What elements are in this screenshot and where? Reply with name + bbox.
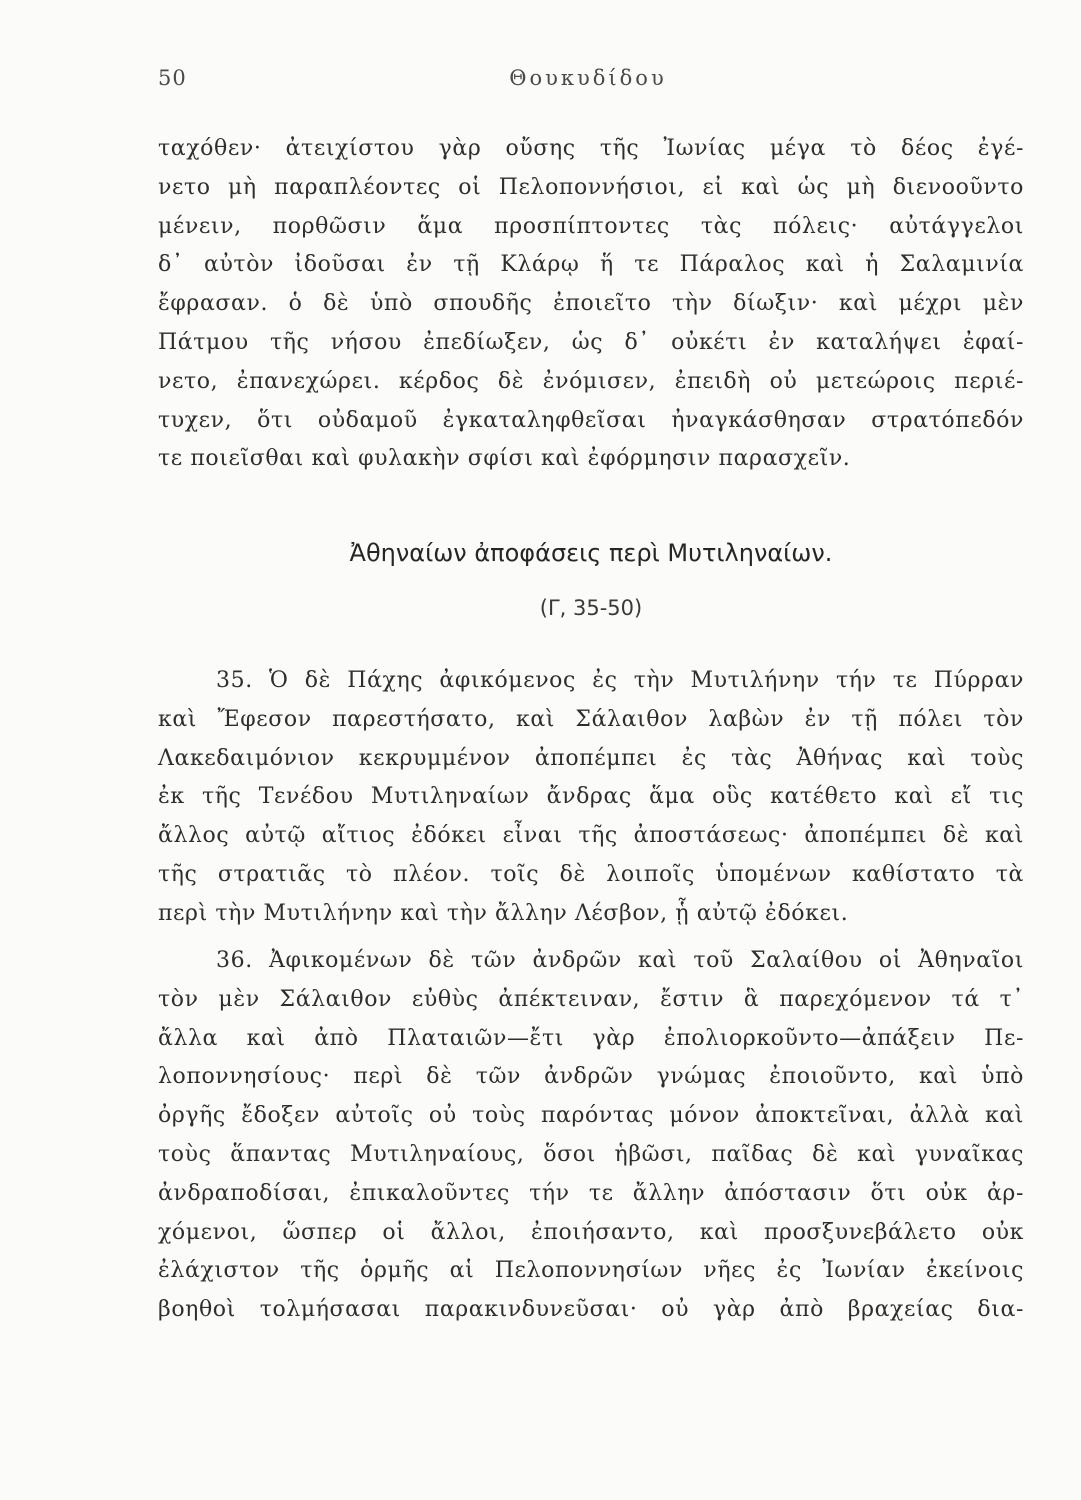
text-line: καὶ Ἔφεσον παρεστήσατο, καὶ Σάλαιθον λαβὼν ἐν τῇ πόλει τὸν [158, 706, 1024, 732]
text-line: βοηθοὶ τολμήσασαι παρακινδυνεῦσαι· οὐ γὰρ ἀπὸ βραχείας δια- [158, 1297, 1024, 1323]
passage-continuation [158, 130, 1024, 479]
text-line: τῆς στρατιᾶς τὸ πλέον. τοῖς δὲ λοιποῖς ὑπομένων καθίστατο τὰ [158, 861, 1024, 887]
running-title: Θουκυδίδου [509, 66, 667, 90]
text-line: ἐλάχιστον τῆς ὁρμῆς αἱ Πελοποννησίων νῆες ἐς Ἰωνίαν ἐκείνοις [158, 1258, 1024, 1284]
text-line: λοποννησίους· περὶ δὲ τῶν ἀνδρῶν γνώμας ἐποιοῦντο, καὶ ὑπὸ [158, 1064, 1024, 1090]
text-line: μένειν, πορθῶσιν ἅμα προσπίπτοντες τὰς πόλεις· αὐτάγγελοι [158, 213, 1024, 239]
text-line: ἄλλα καὶ ἀπὸ Πλαταιῶν—ἔτι γὰρ ἐπολιορκοῦντο—ἀπάξειν Πε- [158, 1025, 1024, 1051]
text-line: ἔφρασαν. ὁ δὲ ὑπὸ σπουδῆς ἐποιεῖτο τὴν δίωξιν· καὶ μέχρι μὲν [158, 291, 1024, 317]
text-line: χόμενοι, ὥσπερ οἱ ἄλλοι, ἐποιήσαντο, καὶ προσξυνεβάλετο οὐκ [158, 1219, 1024, 1245]
text-line: ἐκ τῆς Τενέδου Μυτιληναίων ἄνδρας ἅμα οὓς κατέθετο καὶ εἴ τις [158, 784, 1024, 810]
page-number: 50 [158, 66, 187, 90]
text-line: τὸν μὲν Σάλαιθον εὐθὺς ἀπέκτειναν, ἔστιν ἃ παρεχόμενον τά τ᾽ [158, 986, 1024, 1012]
chapter-35 [158, 662, 1024, 934]
text-line: δ᾽ αὐτὸν ἰδοῦσαι ἐν τῇ Κλάρῳ ἥ τε Πάραλος καὶ ἡ Σαλαμινία [158, 252, 1024, 278]
text-line: νετο, ἐπανεχώρει. κέρδος δὲ ἐνόμισεν, ἐπειδὴ οὐ μετεώροις περιέ- [158, 368, 1024, 394]
text-line: 36. Ἀφικομένων δὲ τῶν ἀνδρῶν καὶ τοῦ Σαλαίθου οἱ Ἀθηναῖοι [216, 948, 1024, 973]
text-line: ταχόθεν· ἀτειχίστου γὰρ οὔσης τῆς Ἰωνίας μέγα τὸ δέος ἐγέ- [158, 136, 1024, 161]
text-line: τυχεν, ὅτι οὐδαμοῦ ἐγκαταληφθεῖσαι ἠναγκάσθησαν στρατόπεδόν [158, 407, 1024, 433]
text-line: Λακεδαιμόνιον κεκρυμμένον ἀποπέμπει ἐς τὰς Ἀθήνας καὶ τοὺς [158, 745, 1024, 771]
section-heading: Ἀθηναίων ἀποφάσεις περὶ Μυτιληναίων. [349, 539, 833, 567]
section-reference: (Γ, 35-50) [539, 596, 643, 620]
text-line: Πάτμου τῆς νήσου ἐπεδίωξεν, ὡς δ᾽ οὐκέτι ἐν καταλήψει ἐφαί- [158, 329, 1024, 355]
text-line: ἄλλος αὐτῷ αἴτιος ἐδόκει εἶναι τῆς ἀποστάσεως· ἀποπέμπει δὲ καὶ [158, 823, 1024, 849]
text-line: 35. Ὁ δὲ Πάχης ἀφικόμενος ἐς τὴν Μυτιλήνην τήν τε Πύρραν [216, 668, 1024, 693]
text-line: περὶ τὴν Μυτιλήνην καὶ τὴν ἄλλην Λέσβον, ᾗ αὐτῷ ἐδόκει. [158, 900, 849, 926]
text-line: τε ποιεῖσθαι καὶ φυλακὴν σφίσι καὶ ἐφόρμησιν παρασχεῖν. [158, 446, 851, 472]
text-line: νετο μὴ παραπλέοντες οἱ Πελοποννήσιοι, εἰ καὶ ὡς μὴ διενοοῦντο [158, 174, 1024, 200]
text-line: ἀνδραποδίσαι, ἐπικαλοῦντες τήν τε ἄλλην ἀπόστασιν ὅτι οὐκ ἀρ- [158, 1180, 1024, 1206]
page-header [158, 66, 1018, 98]
text-line: ὀργῆς ἔδοξεν αὐτοῖς οὐ τοὺς παρόντας μόνον ἀποκτεῖναι, ἀλλὰ καὶ [158, 1103, 1024, 1129]
text-line: τοὺς ἅπαντας Μυτιληναίους, ὅσοι ἡβῶσι, παῖδας δὲ καὶ γυναῖκας [158, 1141, 1024, 1167]
chapter-36 [158, 942, 1024, 1330]
